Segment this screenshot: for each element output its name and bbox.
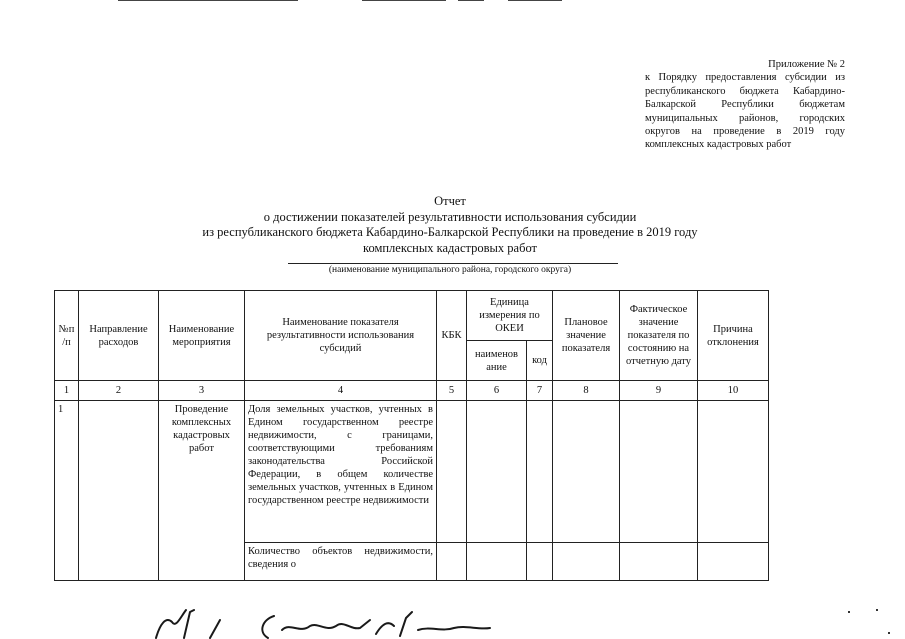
- table-header-row: [55, 291, 769, 341]
- report-title-line: Отчет: [434, 194, 466, 208]
- column-number: 2: [79, 381, 159, 401]
- report-table: [54, 290, 769, 581]
- row-reason: [698, 543, 769, 581]
- table-row: [55, 401, 769, 543]
- row-indicator: Доля земельных участков, учтенных в Едином государственном реестре недвижимости, с границами, соответствующими требованиям законодательства Российской Федерации, в общем количестве земельных участков, учтенных в Едином государственном реестре недвижимости: [245, 401, 437, 543]
- appendix-title: Приложение № 2: [768, 59, 845, 70]
- column-number: 4: [245, 381, 437, 401]
- column-number: 7: [527, 381, 553, 401]
- row-planned: [553, 401, 620, 543]
- top-rule-3: [458, 0, 484, 1]
- row-direction: [79, 401, 159, 581]
- speck: [876, 609, 878, 611]
- municipality-name-caption: (наименование муниципального района, городского округа): [328, 265, 572, 275]
- top-rule-2: [362, 0, 446, 1]
- column-number-row: [55, 381, 769, 401]
- speck: [888, 632, 890, 634]
- row-actual: [620, 401, 698, 543]
- header-unit-code: код: [527, 341, 553, 381]
- header-unit-name: наименов ание: [467, 341, 527, 381]
- column-number: 10: [698, 381, 769, 401]
- row-indicator: Количество объектов недвижимости, сведения о: [245, 543, 437, 581]
- column-number: 3: [159, 381, 245, 401]
- header-reason: Причина отклонения: [698, 291, 769, 381]
- row-num: 1: [55, 401, 79, 581]
- header-planned: Плановое значение показателя: [553, 291, 620, 381]
- top-rule-1: [118, 0, 298, 1]
- handwritten-signature: [150, 598, 510, 639]
- header-event: Наименование мероприятия: [159, 291, 245, 381]
- report-title: [150, 194, 750, 256]
- row-unit-name: [467, 401, 527, 543]
- row-kbk: [437, 543, 467, 581]
- column-number: 1: [55, 381, 79, 401]
- row-unit-code: [527, 543, 553, 581]
- row-unit-code: [527, 401, 553, 543]
- column-number: 5: [437, 381, 467, 401]
- appendix-block: [645, 58, 845, 152]
- row-planned: [553, 543, 620, 581]
- report-title-line: из республиканского бюджета Кабардино-Балкарской Республики на проведение в 2019 году: [202, 225, 698, 239]
- row-kbk: [437, 401, 467, 543]
- row-reason: [698, 401, 769, 543]
- column-number: 6: [467, 381, 527, 401]
- header-actual: Фактическое значение показателя по состоянию на отчетную дату: [620, 291, 698, 381]
- report-title-line: о достижении показателей результативности использования субсидии: [263, 209, 637, 224]
- header-unit: Единица измерения по ОКЕИ: [467, 291, 553, 341]
- header-kbk: КБК: [437, 291, 467, 381]
- row-actual: [620, 543, 698, 581]
- header-indicator: Наименование показателя результативности использования субсидий: [245, 291, 437, 381]
- top-rule-4: [508, 0, 562, 1]
- row-event: Проведение комплексных кадастровых работ: [159, 401, 245, 581]
- municipality-name-line: [288, 263, 618, 264]
- header-num: №п /п: [55, 291, 79, 381]
- header-direction: Направление расходов: [79, 291, 159, 381]
- appendix-text: к Порядку предоставления субсидии из республиканского бюджета Кабардино-Балкарской Республики бюджетам муниципальных районов, городских округов на проведение в 2019 году комплексных кадастровых работ: [645, 72, 845, 151]
- report-title-line: комплексных кадастровых работ: [363, 240, 537, 255]
- row-unit-name: [467, 543, 527, 581]
- column-number: 9: [620, 381, 698, 401]
- column-number: 8: [553, 381, 620, 401]
- speck: [848, 611, 850, 613]
